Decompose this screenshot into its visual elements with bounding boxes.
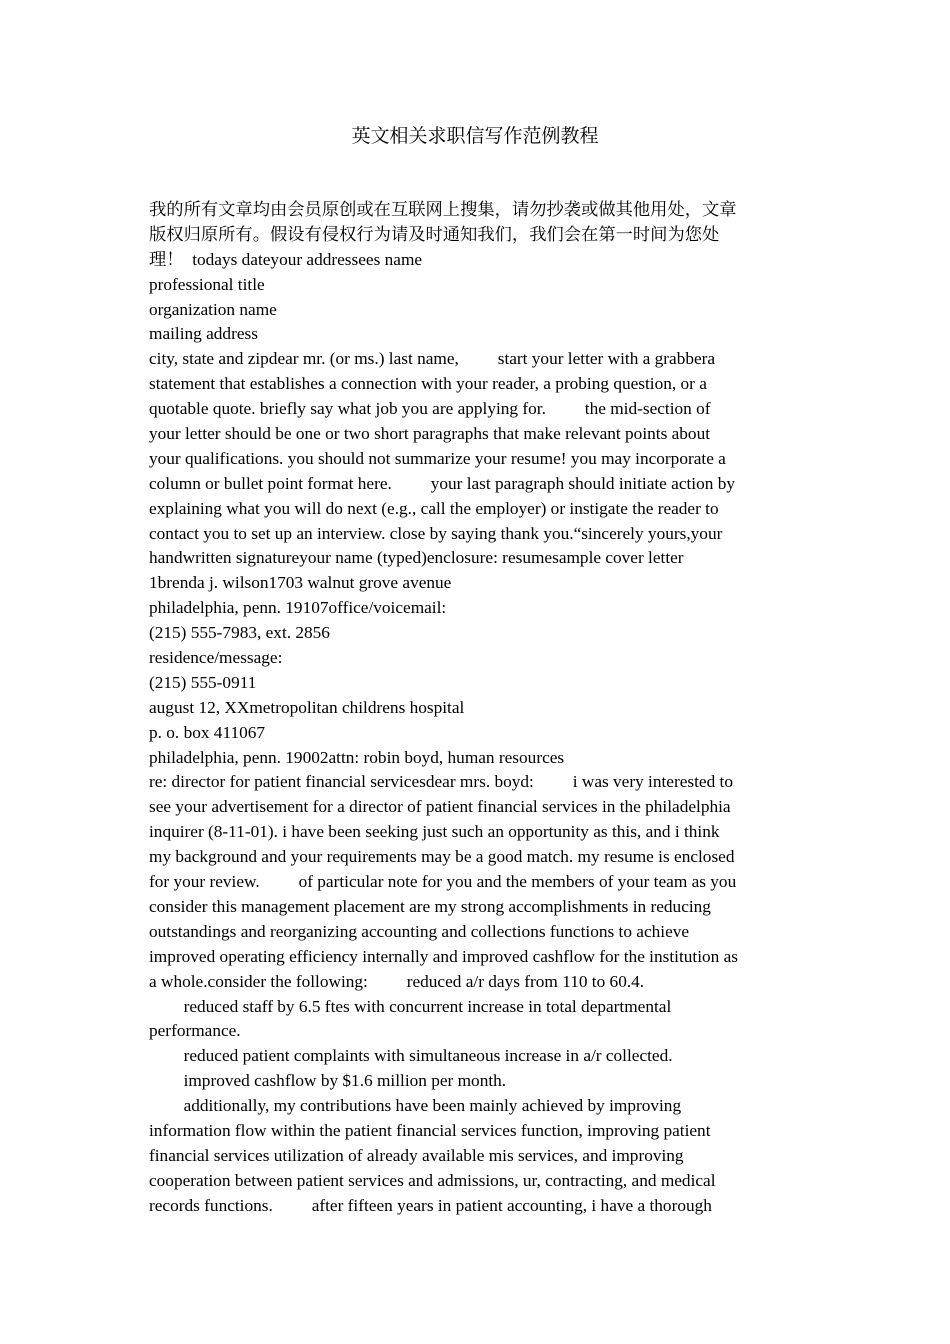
body-line: consider this management placement are my strong accomplishments in reducing <box>149 896 711 916</box>
body-line: additionally, my contributions have been mainly achieved by improving <box>149 1096 682 1116</box>
body-line: records functions. after fifteen years in patient accounting, i have a thorough <box>149 1195 712 1215</box>
body-line: august 12, XXmetropolitan childrens hospital <box>149 697 465 717</box>
document-body <box>149 198 809 1219</box>
body-line: cooperation between patient services and admissions, ur, contracting, and medical <box>149 1170 716 1190</box>
body-line: information flow within the patient financial services function, improving patient <box>149 1120 711 1140</box>
body-line: financial services utilization of already available mis services, and improving <box>149 1145 684 1165</box>
body-line: mailing address <box>149 324 258 344</box>
body-line: statement that establishes a connection with your reader, a probing question, or a <box>149 374 707 394</box>
body-line: reduced patient complaints with simultaneous increase in a/r collected. <box>149 1046 673 1066</box>
body-line: p. o. box 411067 <box>149 722 266 742</box>
body-line: quotable quote. briefly say what job you are applying for. the mid-section of <box>149 399 711 419</box>
body-line: 1brenda j. wilson1703 walnut grove avenue <box>149 573 452 593</box>
document-title: 英文相关求职信写作范例教程 <box>351 126 599 147</box>
body-line: see your advertisement for a director of patient financial services in the philadelphia <box>149 797 731 817</box>
body-line: your letter should be one or two short paragraphs that make relevant points about <box>149 424 711 444</box>
body-line: 我的所有文章均由会员原创或在互联网上搜集，请勿抄袭或做其他用处，文章 <box>149 200 737 219</box>
body-line: your qualifications. you should not summarize your resume! you may incorporate a <box>149 448 726 468</box>
body-line: my background and your requirements may be a good match. my resume is enclosed <box>149 847 735 867</box>
body-line: re: director for patient financial servicesdear mrs. boyd: i was very interested to <box>149 772 733 792</box>
body-line: improved cashflow by $1.6 million per month. <box>149 1071 507 1091</box>
body-line: explaining what you will do next (e.g., call the employer) or instigate the reader to <box>149 498 719 518</box>
body-line: (215) 555-7983, ext. 2856 <box>149 623 330 643</box>
body-line: column or bullet point format here. your last paragraph should initiate action by <box>149 473 735 493</box>
body-line: residence/message: <box>149 648 283 668</box>
body-line: performance. <box>149 1021 241 1041</box>
body-line: reduced staff by 6.5 ftes with concurrent increase in total departmental <box>149 996 672 1016</box>
body-line: outstandings and reorganizing accounting and collections functions to achieve <box>149 921 690 941</box>
body-line: improved operating efficiency internally and improved cashflow for the institution as <box>149 946 738 966</box>
body-line: contact you to set up an interview. close by saying thank you.“sincerely yours,your <box>149 523 723 543</box>
body-line: a whole.consider the following: reduced a/r days from 110 to 60.4. <box>149 971 645 991</box>
body-line: 理！ todays dateyour addressees name <box>149 249 423 269</box>
body-line: organization name <box>149 299 277 319</box>
body-line: philadelphia, penn. 19107office/voicemail: <box>149 598 447 618</box>
body-line: city, state and zipdear mr. (or ms.) last name, start your letter with a grabbera <box>149 349 716 369</box>
body-line: professional title <box>149 274 265 294</box>
body-line: philadelphia, penn. 19002attn: robin boyd, human resources <box>149 747 565 767</box>
body-line: handwritten signatureyour name (typed)enclosure: resumesample cover letter <box>149 548 684 568</box>
body-line: 版权归原所有。假设有侵权行为请及时通知我们，我们会在第一时间为您处 <box>149 224 720 244</box>
body-line: for your review. of particular note for you and the members of your team as you <box>149 872 737 892</box>
body-line: inquirer (8-11-01). i have been seeking just such an opportunity as this, and i think <box>149 822 720 842</box>
body-line: (215) 555-0911 <box>149 672 257 692</box>
